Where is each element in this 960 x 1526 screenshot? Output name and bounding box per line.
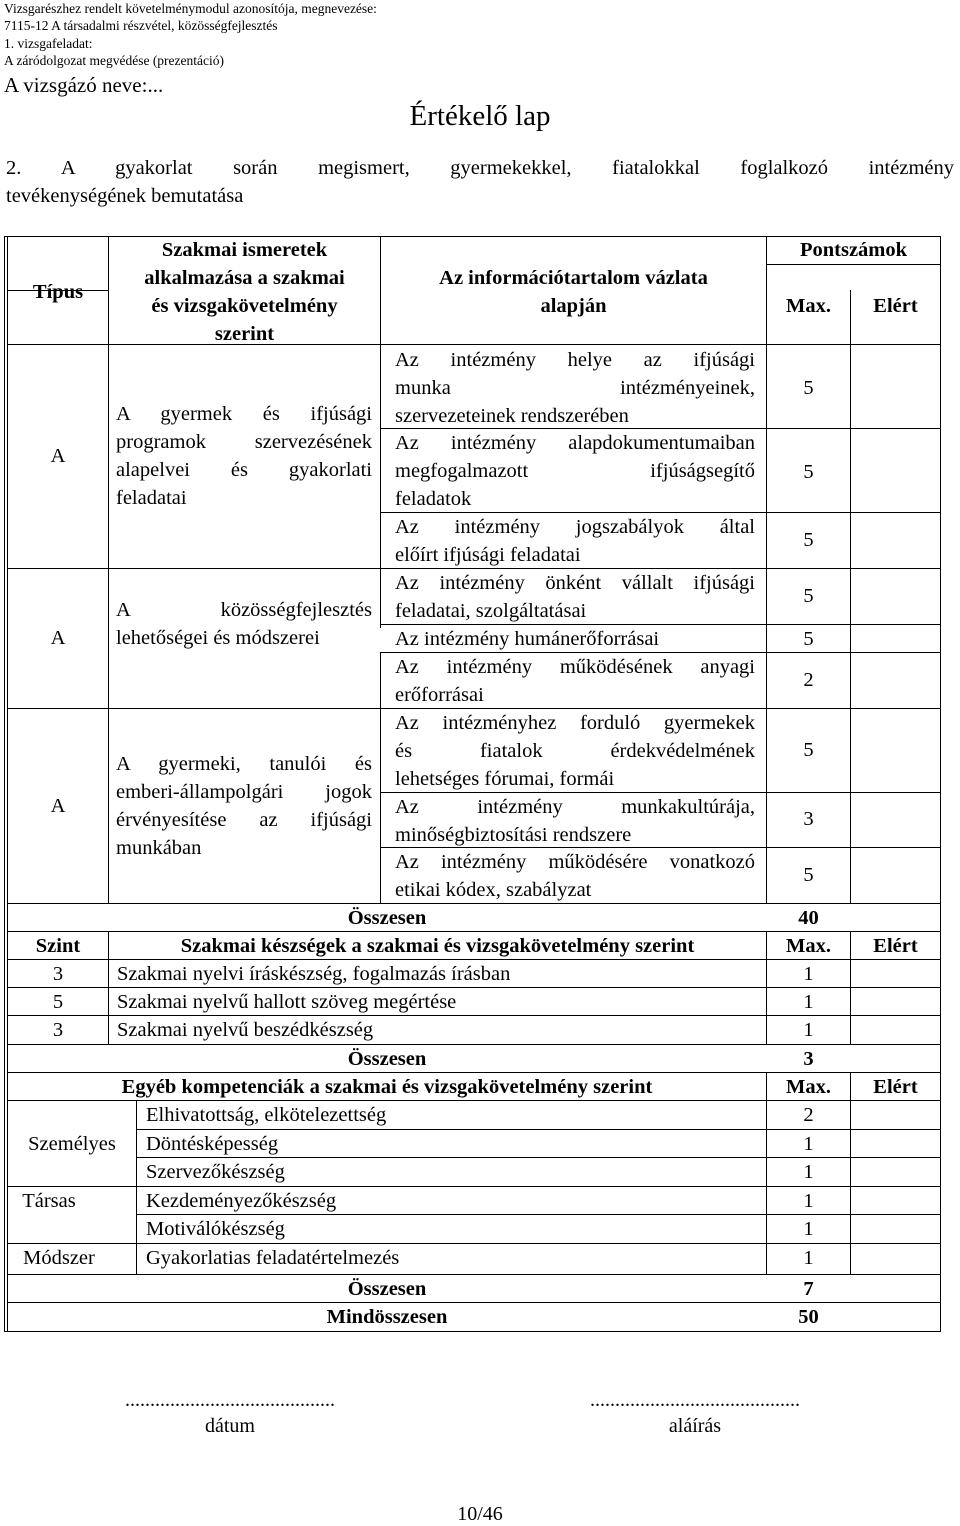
module-code-name: 7115-12 A társadalmi részvétel, közösségfejlesztés [4, 18, 278, 33]
col-header-szakmai-ismeretek: Szakmai ismeretek alkalmazása a szakmai és vizsgakövetelmény szerint [144, 239, 345, 345]
skill-max-3: 1 [803, 1019, 814, 1041]
table2-total-label: Összesen [347, 1048, 427, 1070]
competency-max-4: 1 [803, 1190, 814, 1212]
category-szemelyes: Személyes [28, 1133, 116, 1155]
content-row-9: Az intézmény működésére vonatkozó etikai kódex, szabályzat [395, 851, 755, 901]
content-row-5: Az intézmény humánerőforrásai [395, 628, 660, 650]
max-score-1: 5 [803, 377, 814, 399]
col-header-informaciotartalom: Az információtartalom vázlata alapján [439, 267, 708, 317]
table2-col-max: Max. [786, 935, 831, 957]
col-header-egyeb-kompetenciak: Egyéb kompetenciák a szakmai és vizsgakövetelmény szerint [121, 1076, 653, 1098]
content-row-3: Az intézmény jogszabályok által előírt ifjúsági feladatai [395, 516, 755, 566]
max-score-5: 5 [803, 628, 814, 650]
col-header-max: Max. [786, 295, 831, 317]
content-row-2: Az intézmény alapdokumentumaiban megfogalmazott ifjúságsegítő feladatok [395, 432, 755, 510]
content-row-8: Az intézmény munkakultúrája, minőségbiztosítási rendszere [395, 796, 755, 846]
topic-cell-3: A gyermeki, tanulói és emberi-állampolgári jogok érvényesítése az ifjúsági munkában [116, 753, 372, 859]
date-line: .......................................... [125, 1389, 335, 1411]
skill-name-3: Szakmai nyelvű beszédkészség [117, 1019, 374, 1041]
topic-cell-2: A közösségfejlesztés lehetőségei és módszerei [116, 599, 372, 649]
max-score-3: 5 [803, 529, 814, 551]
section-heading-line-1: 2. A gyakorlat során megismert, gyermekekkel, fiatalokkal foglalkozó intézmény [6, 157, 954, 179]
col-header-elert: Elért [873, 295, 918, 317]
table3-total-value: 7 [803, 1278, 814, 1300]
table2-total-value: 3 [803, 1048, 814, 1070]
category-tarsas: Társas [22, 1190, 76, 1212]
skill-level-3: 3 [52, 1019, 64, 1041]
max-score-2: 5 [803, 461, 814, 483]
type-cell-2: A [50, 627, 66, 649]
content-row-1: Az intézmény helye az ifjúsági munka intézményeinek, szervezeteinek rendszerében [395, 349, 755, 427]
max-score-6: 2 [803, 669, 814, 691]
skill-name-1: Szakmai nyelvi íráskészség, fogalmazás írásban [117, 963, 511, 985]
table3-total-label: Összesen [347, 1278, 427, 1300]
examinee-name-field: A vizsgázó neve:... [4, 73, 164, 97]
section-heading-line-2: tevékenységének bemutatása [6, 185, 244, 207]
col-header-szakmai-keszsegek: Szakmai készségek a szakmai és vizsgakövetelmény szerint [180, 935, 695, 957]
content-row-4: Az intézmény önként vállalt ifjúsági feladatai, szolgáltatásai [395, 572, 755, 622]
col-header-pontszamok: Pontszámok [799, 239, 908, 261]
skill-level-1: 3 [52, 963, 64, 985]
max-score-8: 3 [803, 808, 814, 830]
table3-col-elert: Elért [873, 1076, 918, 1098]
content-row-7: Az intézményhez forduló gyermekek és fiatalok érdekvédelmének lehetséges fórumai, formái [395, 712, 755, 790]
type-cell-1: A [50, 445, 66, 467]
competency-max-5: 1 [803, 1218, 814, 1240]
outer-border-left [4, 236, 5, 1332]
competency-name-5: Motiválókészség [146, 1218, 285, 1240]
topic-cell-1: A gyermek és ifjúsági programok szervezésének alapelvei és gyakorlati feladatai [116, 403, 372, 509]
type-cell-3: A [50, 795, 66, 817]
date-label: dátum [205, 1415, 255, 1437]
competency-name-6: Gyakorlatias feladatértelmezés [146, 1247, 400, 1269]
section-heading [6, 154, 954, 210]
competency-max-1: 2 [803, 1104, 814, 1126]
competency-max-6: 1 [803, 1247, 814, 1269]
table3-col-max: Max. [786, 1076, 831, 1098]
competency-name-2: Döntésképesség [146, 1133, 279, 1155]
module-header-label: Vizsgarészhez rendelt követelménymodul azonosítója, megnevezése: [4, 1, 377, 16]
content-row-6: Az intézmény működésének anyagi erőforrásai [395, 656, 755, 706]
competency-max-2: 1 [803, 1133, 814, 1155]
table1-total-value: 40 [798, 907, 819, 929]
skill-name-2: Szakmai nyelvű hallott szöveg megértése [117, 991, 457, 1013]
signature-label: aláírás [668, 1415, 722, 1437]
exam-task-label: 1. vizsgafeladat: [4, 36, 93, 51]
col-header-szint: Szint [35, 935, 81, 957]
competency-max-3: 1 [803, 1161, 814, 1183]
competency-name-3: Szervezőkészség [146, 1161, 285, 1183]
exam-task-name: A záródolgozat megvédése (prezentáció) [4, 53, 225, 68]
skill-max-2: 1 [803, 991, 814, 1013]
grand-total-label: Mindösszesen [326, 1306, 448, 1328]
max-score-9: 5 [803, 864, 814, 886]
page-title: Értékelő lap [409, 100, 551, 132]
max-score-4: 5 [803, 585, 814, 607]
competency-name-1: Elhivatottság, elkötelezettség [146, 1104, 387, 1126]
table1-total-label: Összesen [347, 907, 427, 929]
competency-name-4: Kezdeményezőkészség [146, 1190, 337, 1212]
skill-max-1: 1 [803, 963, 814, 985]
skill-level-2: 5 [52, 991, 64, 1013]
table2-col-elert: Elért [873, 935, 918, 957]
max-score-7: 5 [803, 739, 814, 761]
page-number: 10/46 [457, 1503, 503, 1525]
signature-line: .......................................... [590, 1389, 800, 1411]
col-header-tipus: Típus [32, 281, 84, 303]
category-modszer: Módszer [23, 1247, 95, 1269]
grand-total-value: 50 [798, 1306, 819, 1328]
